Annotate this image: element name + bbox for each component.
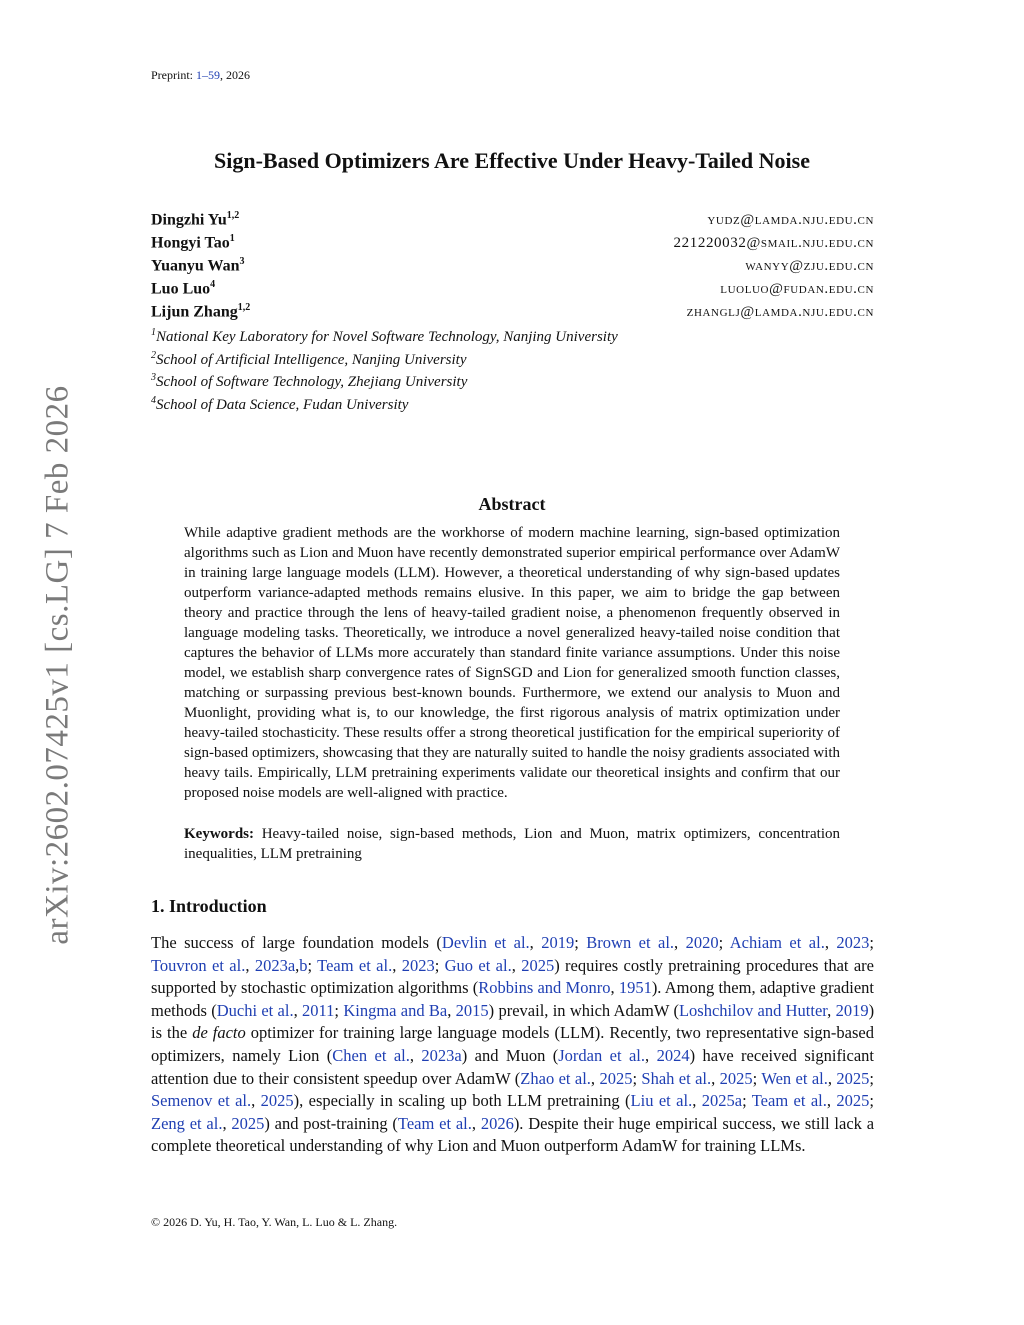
preprint-year: , 2026 — [220, 68, 250, 82]
affiliations — [151, 327, 618, 417]
citation-link[interactable]: Robbins and Monro — [478, 978, 611, 998]
citation-link[interactable]: Liu et al. — [630, 1091, 693, 1111]
citation-link[interactable]: Semenov et al. — [151, 1091, 252, 1111]
citation-link[interactable]: 2025 — [599, 1068, 633, 1088]
author-row — [151, 279, 874, 302]
arxiv-side-stamp: arXiv:2602.07425v1 [cs.LG] 7 Feb 2026 — [39, 385, 76, 945]
author-block — [151, 210, 874, 325]
citation-link[interactable]: Team et al. — [397, 1113, 472, 1133]
author-name: Yuanyu Wan$^3$ — [151, 256, 245, 275]
affiliation: $^2$School of Artificial Intelligence, Nanjing University — [151, 349, 467, 368]
keywords-label: Keywords: — [184, 826, 254, 842]
keywords-text: Heavy-tailed noise, sign-based methods, Lion and Muon, matrix optimizers, concentration inequalities, LLM pretraining — [184, 826, 840, 862]
citation-link[interactable]: Shah et al. — [641, 1068, 712, 1088]
citation-link[interactable]: Team et al. — [751, 1091, 827, 1111]
affiliation: $^3$School of Software Technology, Zhejiang University — [151, 372, 468, 390]
section-heading-introduction: 1. Introduction — [151, 896, 267, 916]
introduction-paragraph: The success of large foundation models (Devlin et al., 2019; Brown et al., 2020; Achiam et al., 2023; Touvron et al., 2023a,b; Team et al., 2023; Guo et al., 2025) requires costly pretraining procedures that are supported by stochastic optimization algorithms (Robbins and Monro, 1951). Among them, adaptive gradient methods (Duchi et al., 2011; Kingma and Ba, 2015) prevail, in which AdamW (Loshchilov and Hutter, 2019) is the de facto optimizer for training large language models (LLM). Recently, two representative sign-based optimizers, namely Lion (Chen et al., 2023a) and Muon (Jordan et al., 2024) have received significant attention due to their consistent speedup over AdamW (Zhao et al., 2025; Shah et al., 2025; Wen et al., 2025; Semenov et al., 2025), especially in scaling up both LLM pretraining (Liu et al., 2025a; Team et al., 2025; Zeng et al., 2025) and post-training (Team et al., 2026). Despite their huge empirical success, we still lack a complete theoretical understanding of why Lion and Muon outperform AdamW for training LLMs. — [151, 933, 875, 1156]
copyright-footer: © 2026 D. Yu, H. Tao, Y. Wan, L. Luo & L. Zhang. — [151, 1215, 398, 1229]
citation-link[interactable]: 2023 — [836, 933, 870, 952]
citation-link[interactable]: b — [299, 955, 308, 975]
citation-link[interactable]: 2025a — [701, 1091, 743, 1111]
citation-link[interactable]: 2025 — [260, 1091, 294, 1111]
emphasis-text: de facto — [192, 1023, 246, 1043]
citation-link[interactable]: Achiam et al. — [729, 933, 825, 952]
page-range-link[interactable]: 1–59 — [196, 68, 220, 82]
citation-link[interactable]: Chen et al. — [332, 1045, 410, 1065]
abstract-text: While adaptive gradient methods are the workhorse of modern machine learning, sign-based optimization algorithms such as Lion and Muon have recently demonstrated superior empirical performance over AdamW in training large language models (LLM). However, a theoretical understanding of why sign-based updates outperform variance-adapted methods remains elusive. In this paper, we aim to bridge the gap between theory and practice through the lens of heavy-tailed gradient noise, a phenomenon frequently observed in language modeling tasks. Theoretically, we introduce a novel generalized heavy-tailed noise condition that captures the behavior of LLMs more accurately than standard finite variance assumptions. Under this noise model, we establish sharp convergence rates of SignSGD and Lion for generalized smooth function classes, matching or surpassing previous best-known bounds. Furthermore, we extend our analysis to Muon and Muonlight, providing what is, to our knowledge, the first rigorous analysis of matrix optimization under heavy-tailed stochasticity. These results offer a strong theoretical justification for the empirical superiority of sign-based optimizers, showcasing that they are naturally suited to handle the noisy gradients associated with heavy tails. Empirically, LLM pretraining experiments validate our theoretical insights and confirm that our proposed noise models are well-aligned with practice. — [184, 525, 840, 801]
author-name: Lijun Zhang$^{1,2}$ — [151, 302, 251, 321]
citation-link[interactable]: Brown et al. — [586, 933, 675, 952]
citation-link[interactable]: 2023a — [421, 1045, 462, 1065]
author-row — [151, 233, 874, 256]
paper-title: Sign-Based Optimizers Are Effective Under Heavy-Tailed Noise — [214, 148, 810, 173]
citation-link[interactable]: Duchi et al. — [216, 1000, 294, 1020]
author-name: Hongyi Tao$^1$ — [151, 233, 235, 252]
citation-link[interactable]: 2026 — [480, 1113, 514, 1133]
author-email: wanyy@zju.edu.cn — [745, 258, 874, 275]
affiliation: $^4$School of Data Science, Fudan University — [151, 394, 409, 413]
author-email: luoluo@fudan.edu.cn — [720, 281, 874, 298]
citation-link[interactable]: 2019 — [835, 1000, 869, 1020]
citation-link[interactable]: Guo et al. — [444, 955, 512, 975]
keywords — [184, 824, 840, 864]
citation-link[interactable]: Zhao et al. — [520, 1068, 591, 1088]
preprint-header — [151, 68, 250, 83]
citation-link[interactable]: Team et al. — [317, 955, 393, 975]
author-name: Dingzhi Yu$^{1,2}$ — [151, 210, 240, 229]
citation-link[interactable]: Loshchilov and Hutter — [678, 1000, 828, 1020]
citation-link[interactable]: 2019 — [541, 933, 575, 952]
author-row — [151, 256, 874, 279]
citation-link[interactable]: Kingma and Ba — [343, 1000, 448, 1020]
citation-link[interactable]: 2015 — [455, 1000, 489, 1020]
citation-link[interactable]: 2025 — [836, 1068, 870, 1088]
citation-link[interactable]: 2025 — [521, 955, 555, 975]
author-email: zhanglj@lamda.nju.edu.cn — [686, 304, 874, 321]
citation-link[interactable]: 2023a — [254, 955, 296, 975]
author-email: yudz@lamda.nju.edu.cn — [707, 212, 874, 229]
citation-link[interactable]: Jordan et al. — [558, 1045, 646, 1065]
citation-link[interactable]: 2023 — [401, 955, 435, 975]
citation-link[interactable]: Zeng et al. — [151, 1113, 223, 1133]
citation-link[interactable]: Devlin et al. — [441, 933, 530, 952]
abstract-heading: Abstract — [478, 494, 546, 514]
citation-link[interactable]: 2020 — [685, 933, 719, 952]
citation-link[interactable]: 2025 — [836, 1091, 870, 1111]
author-email: 221220032@smail.nju.edu.cn — [673, 235, 874, 252]
citation-link[interactable]: 2025 — [231, 1113, 265, 1133]
citation-link[interactable]: Wen et al. — [761, 1068, 828, 1088]
citation-link[interactable]: 2025 — [719, 1068, 753, 1088]
affiliation: $^1$National Key Laboratory for Novel Software Technology, Nanjing University — [151, 327, 618, 345]
citation-link[interactable]: 1951 — [618, 978, 652, 998]
author-row — [151, 302, 874, 325]
preprint-label: Preprint: — [151, 68, 193, 82]
citation-link[interactable]: Touvron et al. — [151, 955, 246, 975]
citation-link[interactable]: 2024 — [656, 1045, 690, 1065]
author-row — [151, 210, 874, 233]
author-name: Luo Luo$^4$ — [151, 279, 216, 298]
citation-link[interactable]: 2011 — [302, 1000, 335, 1020]
